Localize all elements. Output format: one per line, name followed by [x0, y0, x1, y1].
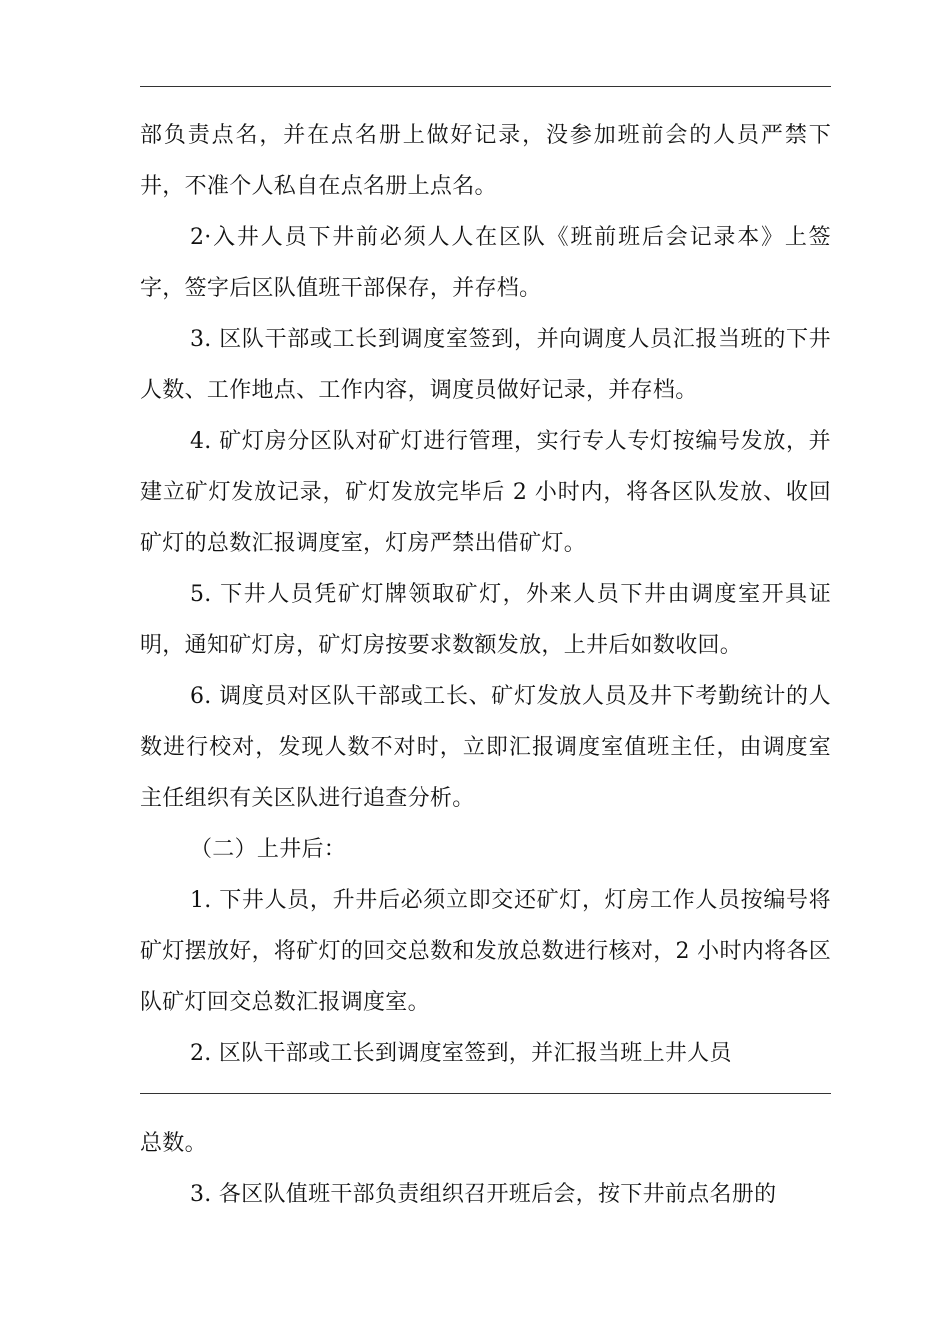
paragraph-after-item-1: 1. 下井人员，升井后必须立即交还矿灯，灯房工作人员按编号将矿灯摆放好，将矿灯的回交总数和发放总数进行核对，2 小时内将各区队矿灯回交总数汇报调度室。: [140, 888, 831, 1015]
page-break-rule: [140, 1093, 831, 1094]
section-heading-after-shift: （二）上井后：: [190, 837, 347, 862]
page-upper-text: [140, 110, 831, 1079]
paragraph-after-item-2: 2. 区队干部或工长到调度室签到，并汇报当班上井人员: [190, 1041, 732, 1066]
paragraph-continuation: 部负责点名，并在点名册上做好记录，没参加班前会的人员严禁下井，不准个人私自在点名册上点名。: [140, 123, 831, 199]
paragraph-item-3: 3. 区队干部或工长到调度室签到，并向调度人员汇报当班的下井人数、工作地点、工作内容，调度员做好记录，并存档。: [140, 327, 831, 403]
paragraph-item-2: 2·入井人员下井前必须人人在区队《班前班后会记录本》上签字，签字后区队值班干部保存，并存档。: [140, 225, 831, 301]
paragraph-item-6: 6. 调度员对区队干部或工长、矿灯发放人员及井下考勤统计的人数进行校对，发现人数不对时，立即汇报调度室值班主任，由调度室主任组织有关区队进行追查分析。: [140, 684, 831, 811]
paragraph-after-item-3: 3. 各区队值班干部负责组织召开班后会，按下井前点名册的: [190, 1182, 777, 1207]
paragraph-item-5: 5. 下井人员凭矿灯牌领取矿灯，外来人员下井由调度室开具证明，通知矿灯房，矿灯房按要求数额发放，上井后如数收回。: [140, 582, 831, 658]
paragraph-continuation-lower: 总数。: [140, 1131, 207, 1156]
header-rule: [140, 86, 831, 87]
page-lower-text: [140, 1118, 831, 1220]
paragraph-item-4: 4. 矿灯房分区队对矿灯进行管理，实行专人专灯按编号发放，并建立矿灯发放记录，矿灯发放完毕后 2 小时内，将各区队发放、收回矿灯的总数汇报调度室，灯房严禁出借矿灯。: [140, 429, 831, 556]
